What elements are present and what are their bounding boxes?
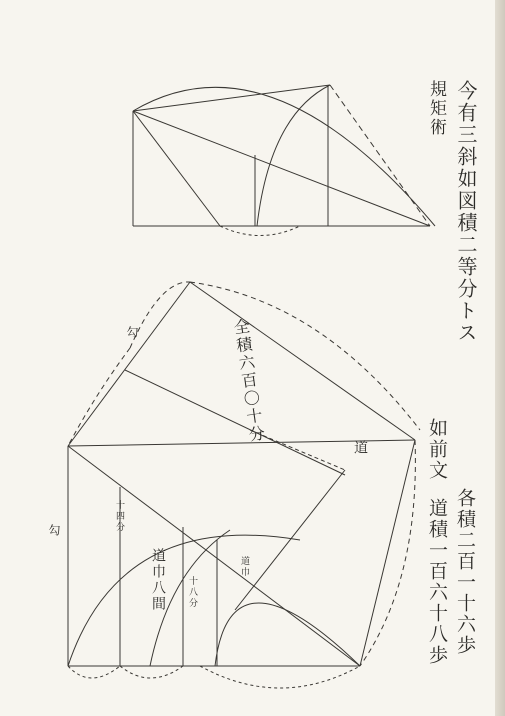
lower-dim-arc-2 [120, 666, 183, 678]
answer-road-area: 道積一百六十八歩 [426, 498, 448, 666]
lower-dashed-right [190, 282, 420, 430]
label-road-small: 道巾 [239, 556, 249, 578]
label-kou-left: 勾 [47, 524, 61, 538]
upper-semicircle-arc [133, 87, 435, 226]
upper-figure [133, 85, 435, 236]
lower-dashed-left [68, 348, 130, 446]
lower-right-arc [215, 603, 360, 666]
label-ten-four: 十四分 [114, 500, 124, 533]
lower-left-top-edge [68, 282, 190, 446]
lower-dim-arc-3 [200, 666, 360, 688]
lower-right-edge [360, 440, 415, 666]
upper-dashed-line [330, 85, 430, 226]
lower-hypotenuse [68, 446, 360, 666]
problem-title: 今有三斜如図積二等分トス [454, 80, 478, 344]
lower-top-edge [190, 282, 415, 440]
upper-hypotenuse [133, 111, 430, 226]
answer-each-area: 各積二百一十六歩 [454, 488, 476, 656]
lower-inner-line-a [125, 370, 345, 475]
label-road: 道 [352, 440, 368, 456]
label-kou-top: 勾 [125, 326, 139, 340]
upper-dim-arc [220, 226, 300, 236]
lower-dim-arc-1 [68, 666, 120, 678]
problem-subtitle: 規矩術 [426, 80, 446, 137]
lower-big-arc [68, 535, 300, 666]
label-area: 全積六百〇十分 [230, 317, 267, 445]
answer-heading: 如前文 [426, 418, 448, 481]
lower-diagonal-road [235, 470, 345, 610]
label-road-width: 道巾八間 [150, 548, 166, 612]
label-ten-eight: 十八分 [187, 576, 197, 609]
